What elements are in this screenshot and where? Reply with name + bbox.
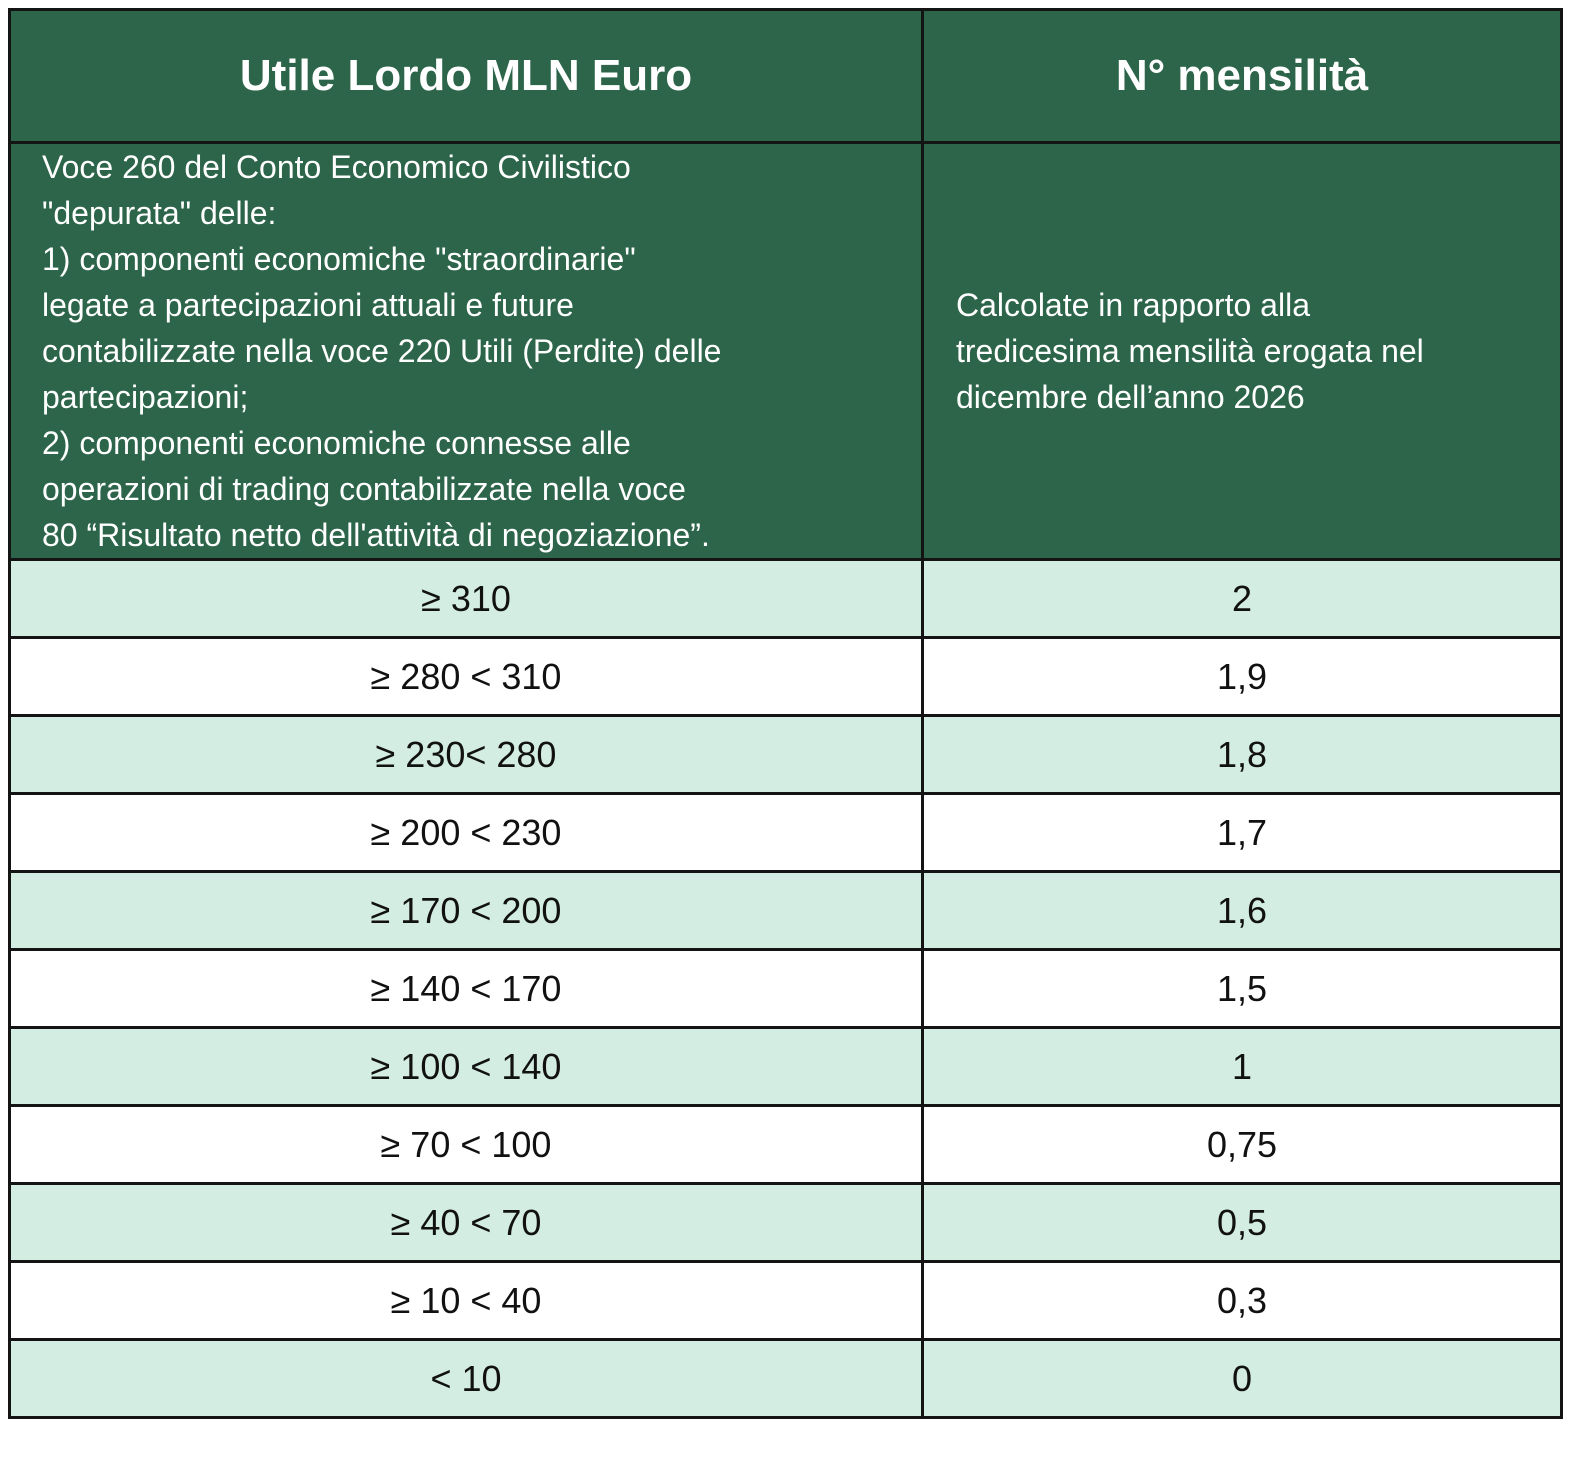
table-row (10, 1106, 1562, 1184)
months-cell: 0 (923, 1340, 1562, 1418)
months-cell: 2 (923, 560, 1562, 638)
range-cell: ≥ 70 < 100 (10, 1106, 923, 1184)
months-cell: 1,9 (923, 638, 1562, 716)
months-cell: 0,5 (923, 1184, 1562, 1262)
months-cell: 1,5 (923, 950, 1562, 1028)
table-row (10, 872, 1562, 950)
description-line: legate a partecipazioni attuali e future (42, 287, 574, 323)
table-row (10, 1262, 1562, 1340)
description-line: tredicesima mensilità erogata nel (956, 333, 1424, 369)
description-line: Calcolate in rapporto alla (956, 287, 1310, 323)
months-cell: 0,75 (923, 1106, 1562, 1184)
description-mensilita (923, 143, 1562, 560)
table-row (10, 1184, 1562, 1262)
description-row (10, 143, 1562, 560)
description-line: 1) componenti economiche "straordinarie" (42, 241, 636, 277)
table-row (10, 794, 1562, 872)
description-line: Voce 260 del Conto Economico Civilistico (42, 149, 631, 185)
months-cell: 1 (923, 1028, 1562, 1106)
description-line: 80 “Risultato netto dell'attività di negoziazione”. (42, 517, 710, 553)
months-cell: 0,3 (923, 1262, 1562, 1340)
range-cell: ≥ 140 < 170 (10, 950, 923, 1028)
description-line: contabilizzate nella voce 220 Utili (Perdite) delle (42, 333, 722, 369)
range-cell: ≥ 280 < 310 (10, 638, 923, 716)
range-cell: ≥ 230< 280 (10, 716, 923, 794)
description-line: 2) componenti economiche connesse alle (42, 425, 631, 461)
table-row (10, 950, 1562, 1028)
header-row (10, 10, 1562, 143)
range-cell: ≥ 40 < 70 (10, 1184, 923, 1262)
range-cell: < 10 (10, 1340, 923, 1418)
table-row (10, 1340, 1562, 1418)
bonus-table (8, 8, 1563, 1419)
range-cell: ≥ 200 < 230 (10, 794, 923, 872)
table-row (10, 638, 1562, 716)
range-cell: ≥ 10 < 40 (10, 1262, 923, 1340)
months-cell: 1,7 (923, 794, 1562, 872)
months-cell: 1,8 (923, 716, 1562, 794)
description-line: dicembre dell’anno 2026 (956, 379, 1305, 415)
description-line: operazioni di trading contabilizzate nella voce (42, 471, 686, 507)
header-utile-lordo: Utile Lordo MLN Euro (10, 10, 923, 143)
description-line: "depurata" delle: (42, 195, 277, 231)
months-cell: 1,6 (923, 872, 1562, 950)
table-row (10, 1028, 1562, 1106)
range-cell: ≥ 170 < 200 (10, 872, 923, 950)
header-mensilita: N° mensilità (923, 10, 1562, 143)
description-line: partecipazioni; (42, 379, 249, 415)
range-cell: ≥ 310 (10, 560, 923, 638)
table-row (10, 716, 1562, 794)
table-row (10, 560, 1562, 638)
description-utile-lordo (10, 143, 923, 560)
range-cell: ≥ 100 < 140 (10, 1028, 923, 1106)
